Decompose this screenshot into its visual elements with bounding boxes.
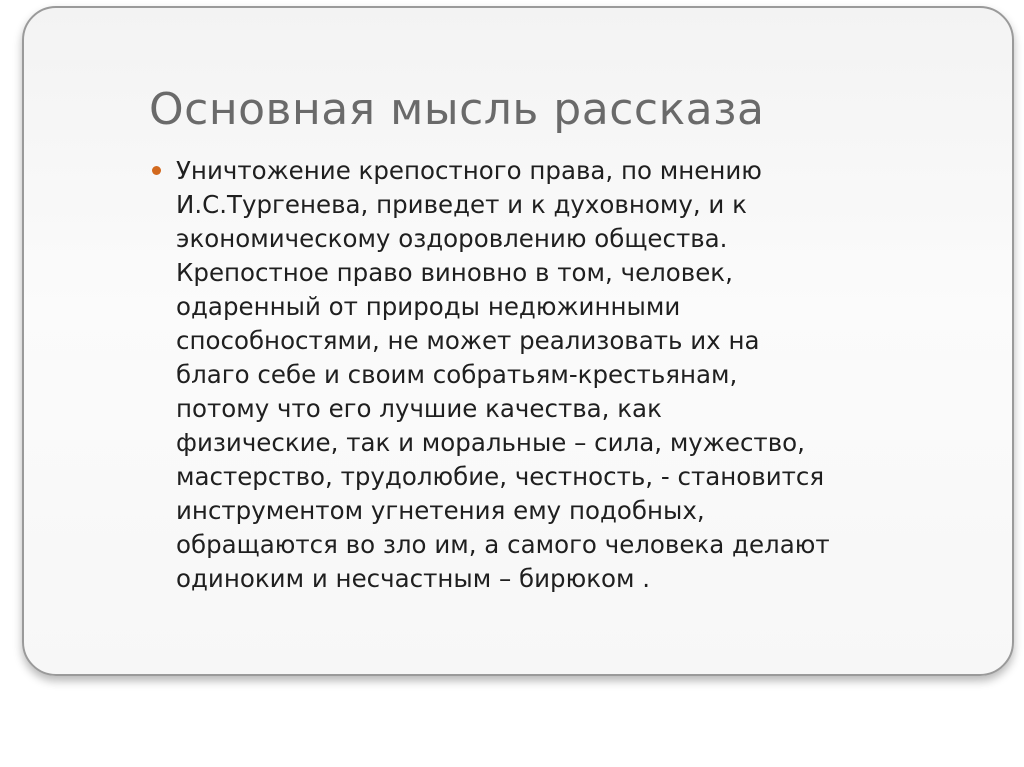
bullet-item bbox=[152, 154, 1002, 596]
bullet-line: потому что его лучшие качества, как bbox=[176, 394, 662, 423]
bullet-line: одаренный от природы недюжинными bbox=[176, 292, 681, 321]
bullet-line: одиноким и несчастным – бирюком . bbox=[176, 564, 651, 593]
slide-frame bbox=[22, 6, 1014, 676]
bullet-line: способностями, не может реализовать их на bbox=[176, 326, 760, 355]
bullet-line: Уничтожение крепостного права, по мнению bbox=[176, 156, 762, 185]
bullet-line: экономическому оздоровлению общества. bbox=[176, 224, 728, 253]
bullet-line: И.С.Тургенева, приведет и к духовному, и к bbox=[176, 190, 747, 219]
bullet-dot-icon bbox=[152, 166, 161, 175]
bullet-line: мастерство, трудолюбие, честность, - становится bbox=[176, 462, 825, 491]
slide-title: Основная мысль рассказа bbox=[149, 84, 765, 135]
bullet-line: физические, так и моральные – сила, мужество, bbox=[176, 428, 805, 457]
bullet-line: Крепостное право виновно в том, человек, bbox=[176, 258, 733, 287]
bullet-line: обращаются во зло им, а самого человека делают bbox=[176, 530, 830, 559]
bullet-text bbox=[152, 154, 1002, 596]
bullet-line: благо себе и своим собратьям-крестьянам, bbox=[176, 360, 738, 389]
bullet-line: инструментом угнетения ему подобных, bbox=[176, 496, 705, 525]
